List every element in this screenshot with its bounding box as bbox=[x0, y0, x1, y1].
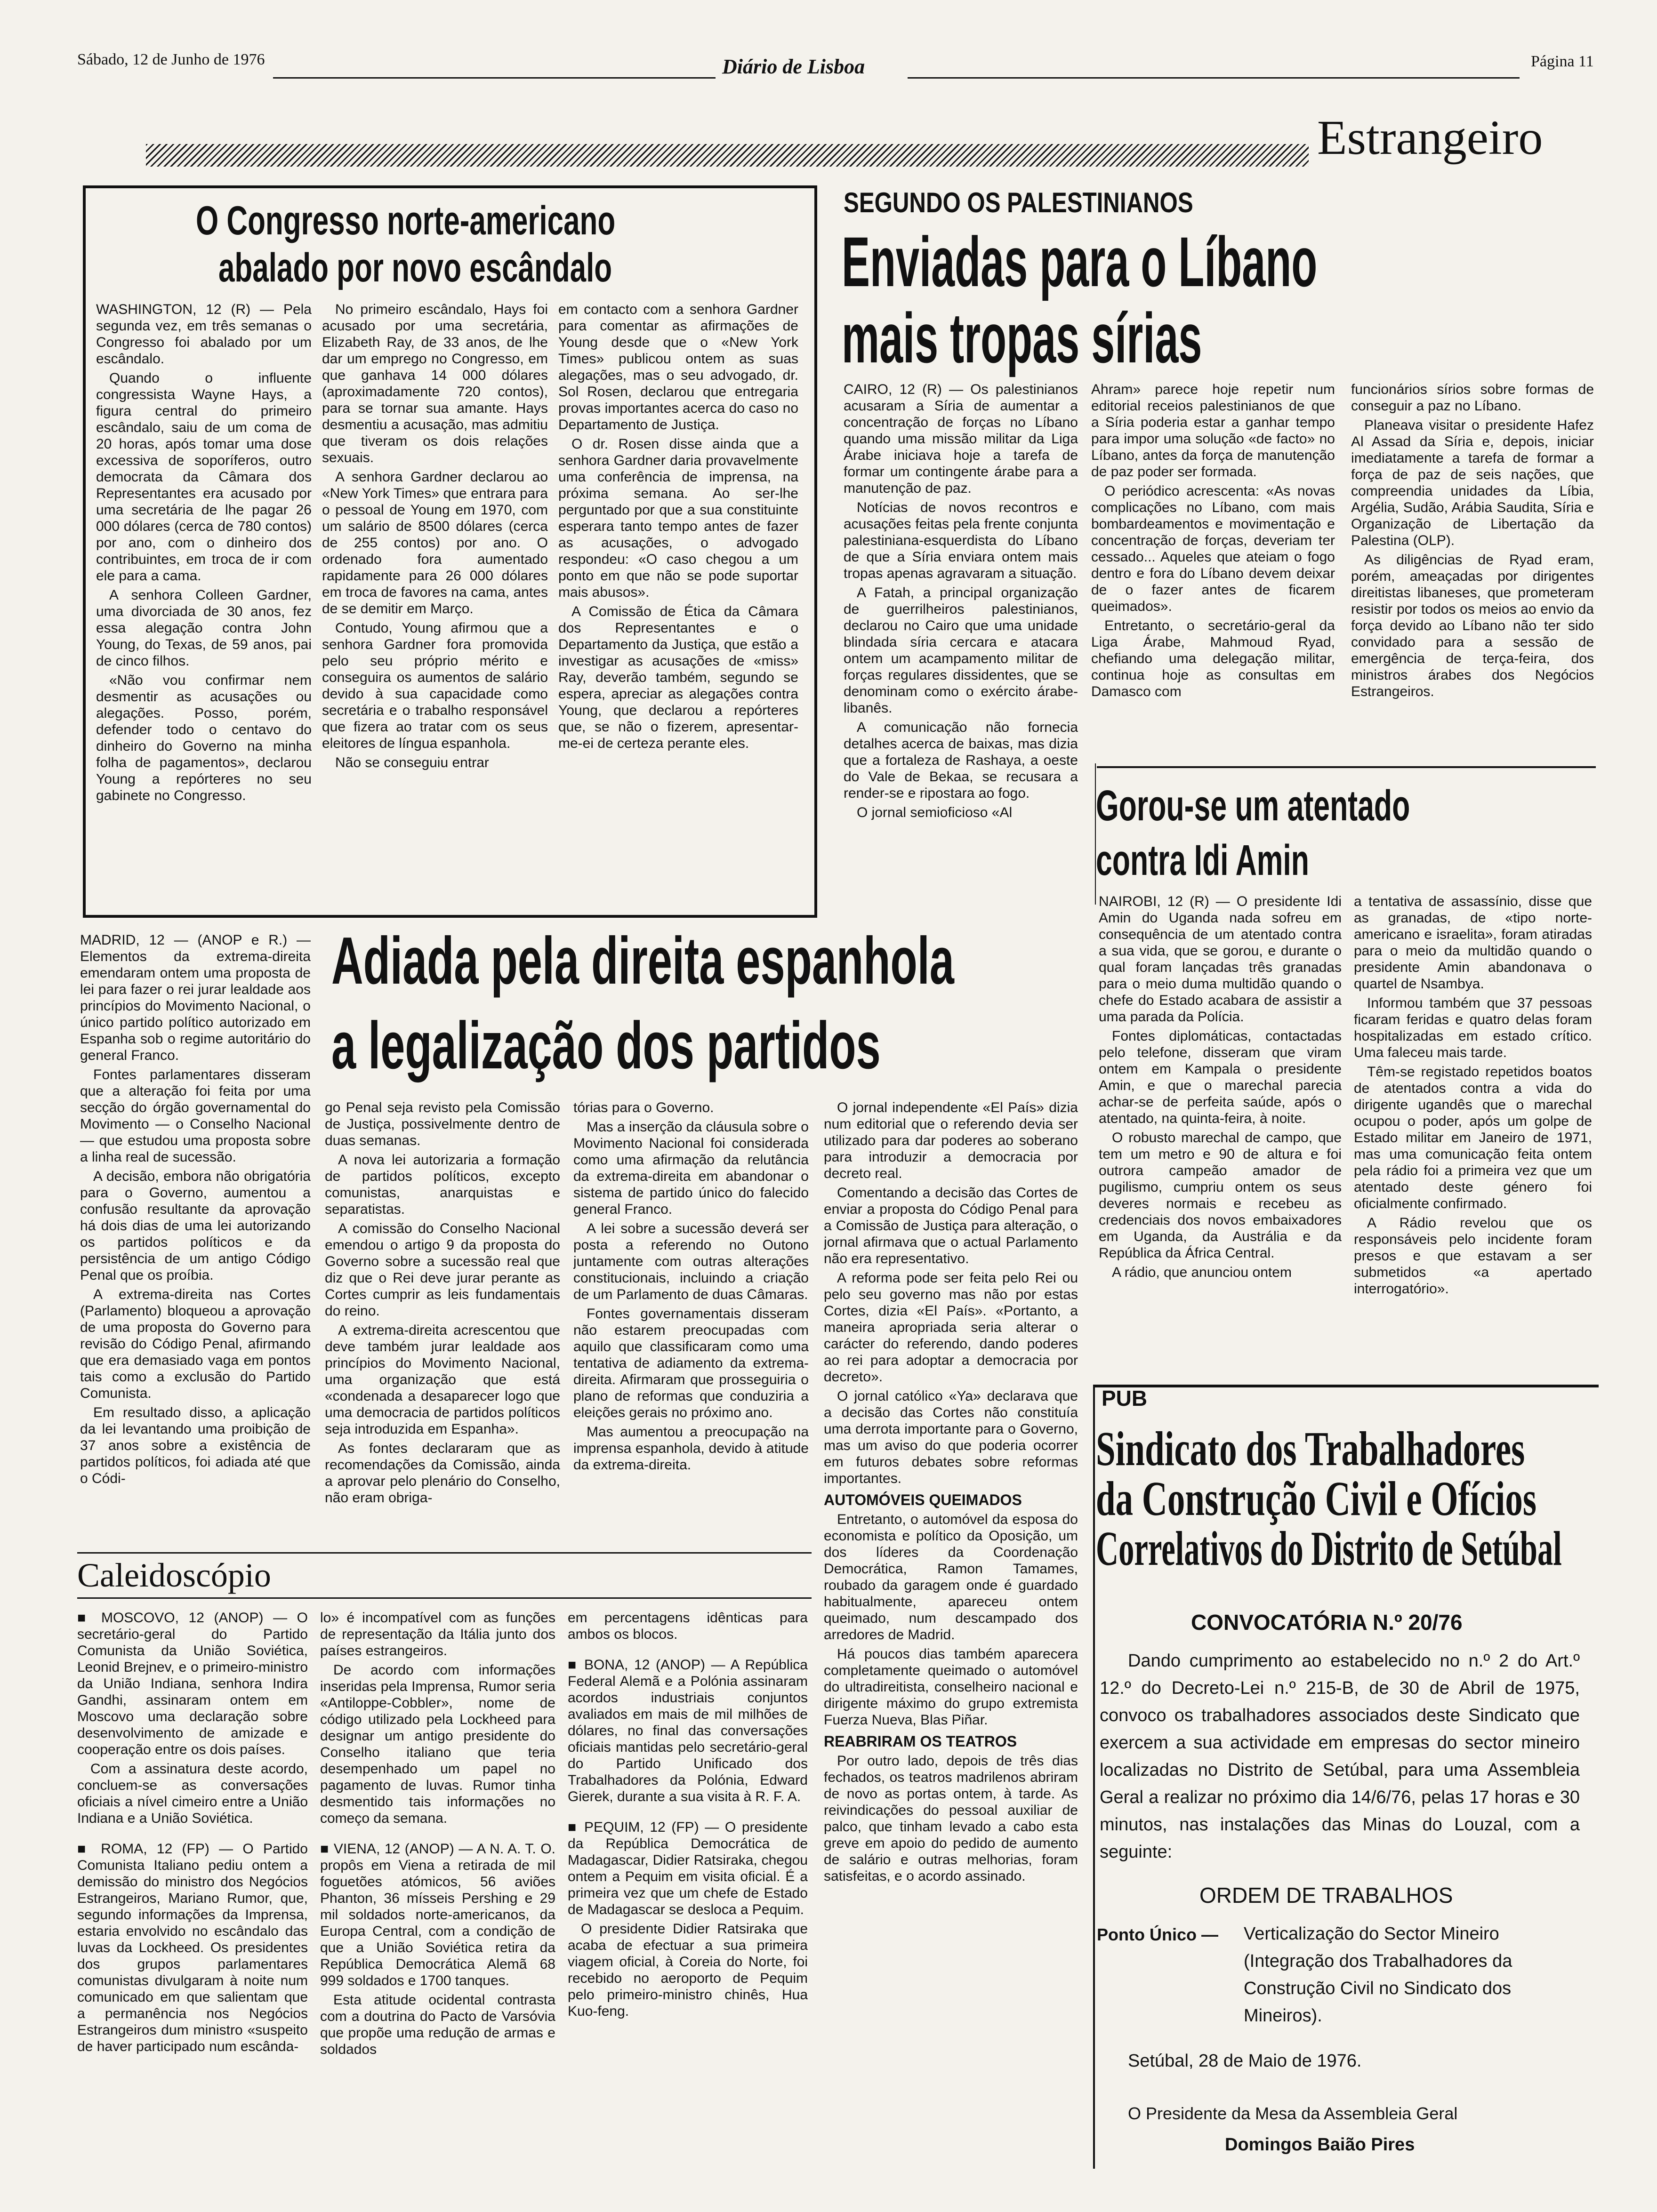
advert-title-line1: Sindicato dos Trabalhadores bbox=[1096, 1422, 1525, 1476]
paragraph: A Fatah, a principal organização de guerrilheiros palestinianos, declarou no Cairo que uma unidade blindada síria cercara e atacara ontem um acampamento militar de forças regulares dissidentes, que se denominam como o exército árabe-libanês. bbox=[844, 585, 1078, 716]
paragraph: Contudo, Young afirmou que a senhora Gardner fora promovida pelo seu próprio mérito e conseguira os aumentos de salário devido à sua capacidade como secretária e o trabalho responsável que fizera ao tratar com os seus eleitores de língua espanhola. bbox=[322, 620, 548, 751]
advert-signer-role: O Presidente da Mesa da Assembleia Geral bbox=[1128, 2104, 1458, 2123]
paragraph: As fontes declararam que as recomendações da Comissão, ainda a aprovar pelo plenário do Conselho, não eram obriga- bbox=[325, 1441, 560, 1506]
amin-headline-line2: contra Idi Amin bbox=[1096, 836, 1310, 884]
paragraph: A Comissão de Ética da Câmara dos Representantes e o Departamento da Justiça, que estão a investigar as acusações de «miss» Ray, deverão também, segundo se espera, apreciar as alegações contra Young, que declarou a repórteres que, se não o fizerem, apresentar-me-ei de certeza perante eles. bbox=[558, 604, 798, 751]
header-rule-left bbox=[273, 77, 716, 79]
lebanon-column-3 bbox=[1351, 381, 1594, 777]
paragraph: Mas a inserção da cláusula sobre o Movimento Nacional foi considerada como uma afirmação da relutância da extrema-direita em abandonar o sistema de partido único do falecido general Franco. bbox=[573, 1119, 809, 1217]
paragraph: CAIRO, 12 (R) — Os palestinianos acusaram a Síria de aumentar a concentração de forças no Líbano quando uma missão militar da Liga Árabe iniciava hoje a tarefa de formar um contingente árabe para a manutenção de paz. bbox=[844, 382, 1078, 496]
paragraph: em contacto com a senhora Gardner para comentar as afirmações de Young desde que o «New York Times» publicou ontem as suas alegações, mas o seu advogado, dr. Sol Rosen, declarou que entregaria provas importantes acerca do caso no Departamento de Justiça. bbox=[558, 302, 798, 433]
paragraph: Não se conseguiu entrar bbox=[335, 755, 489, 770]
spain-column-1 bbox=[80, 932, 311, 1544]
paragraph: Por outro lado, depois de três dias fechados, os teatros madrilenos abriram de novo as portas ontem, à tarde. As reivindicações do pessoal auxiliar de palco, que tinham levado a cabo esta greve em apoio do pedido de aumento de salário e outras melhorias, foram satisfeitas, e o acordo assinado. bbox=[824, 1753, 1078, 1884]
lebanon-column-1 bbox=[844, 381, 1078, 913]
paragraph: O periódico acrescenta: «As novas complicações no Líbano, com mais bombardeamentos e movimentação e concentração de forças, deveriam ter cessado... Aqueles que ateiam o fogo dentro e fora do Líbano devem deixar de o fazer antes de ficarem queimados». bbox=[1091, 483, 1335, 614]
paragraph: funcionários sírios sobre formas de conseguir a paz no Líbano. bbox=[1351, 382, 1594, 414]
paragraph: Têm-se registado repetidos boatos de atentados contra a vida do dirigente ugandês que o marechal ocupou o poder, após um golpe de Estado militar em Janeiro de 1971, mas uma comunicação feita ontem pela rádio foi a primeira vez que um atentado deste género foi oficialmente confirmado. bbox=[1354, 1064, 1592, 1211]
paragraph: Informou também que 37 pessoas ficaram feridas e quatro delas foram hospitalizadas em estado crítico. Uma faleceu mais tarde. bbox=[1354, 995, 1592, 1060]
paragraph: lo» é incompatível com as funções de representação da Itália junto dos países estrangeiros. bbox=[320, 1610, 555, 1659]
congress-column-1 bbox=[96, 301, 312, 908]
paragraph: De acordo com informações inseridas pela Imprensa, Rumor seria «Antiloppe-Cobbler», nome de código utilizado pela Lockheed para designar um antigo presidente do Conselho italiano que teria desempenhado um papel no pagamento de luvas. Rumor tinha desmentido tais informações no começo da semana. bbox=[320, 1662, 555, 1826]
paragraph: A comunicação não fornecia detalhes acerca de baixas, mas dizia que a fortaleza de Rashaya, a oeste do Vale de Bekaa, se recusara a render-se e ripostara ao fogo. bbox=[844, 720, 1078, 801]
amin-headline-line1: Gorou-se um atentado bbox=[1096, 782, 1410, 830]
paragraph: As diligências de Ryad eram, porém, ameaçadas por dirigentes direitistas libaneses, que prometeram resistir por todos os meios ao envio da força devido ao Líbano não ter sido convidado para a sessão de emergência de terça-feira, dos ministros árabes dos Negócios Estrangeiros. bbox=[1351, 552, 1594, 699]
caleidoscopio-top-rule bbox=[77, 1552, 812, 1554]
section-title: Estrangeiro bbox=[1317, 111, 1543, 165]
caleidoscopio-column-2 bbox=[320, 1610, 555, 2203]
paragraph: A decisão, embora não obrigatória para o Governo, aumentou a confusão resultante da aprovação há dois dias de uma lei autorizando os partidos políticos e da persistência de um antigo Código Penal que os proíbia. bbox=[80, 1169, 311, 1283]
advert-title-line2: da Construção Civil e Ofícios bbox=[1096, 1472, 1536, 1526]
paragraph: A senhora Colleen Gardner, uma divorciada de 30 anos, fez essa alegação contra John Young, do Texas, de 59 anos, pai de cinco filhos. bbox=[96, 587, 312, 669]
caleidoscopio-column-1 bbox=[77, 1610, 308, 2203]
paragraph: A senhora Gardner declarou ao «New York Times» que entrara para o pessoal de Young em 1970, com um salário de 8500 dólares (cerca de 255 contos) por ano. O ordenado fora aumentado rapidamente para 26 000 dólares em troca de favores na cama, antes de se demitir em Março. bbox=[322, 469, 548, 617]
caleidoscopio-column-3 bbox=[568, 1610, 808, 2203]
lebanon-headline-line1: Enviadas para o Líbano bbox=[842, 222, 1318, 301]
page-number: Página 11 bbox=[1531, 53, 1594, 70]
paragraph: Entretanto, o automóvel da esposa do economista e político da Oposição, um dos líderes da Coordenação Democrática, Ramon Tamames, roubado da garagem onde é guardado habitualmente, apareceu ontem queimado, num descampado dos arredores de Madrid. bbox=[824, 1512, 1078, 1643]
congress-column-2 bbox=[322, 301, 548, 908]
paragraph: Notícias de novos recontros e acusações feitas pela frente conjunta palestiniana-esquerdista do Líbano de que a Síria enviara ontem mais tropas apenas agravaram a situação. bbox=[844, 500, 1078, 581]
paragraph: Mas aumentou a preocupação na imprensa espanhola, devido à atitude da extrema-direita. bbox=[573, 1424, 809, 1473]
advert-body: Dando cumprimento ao estabelecido no n.º 2 do Art.º 12.º do Decreto-Lei n.º 215-B, de 30 de Abril de 1975, convoco os trabalhadores associados deste Sindicato que exercem a sua actividade em empresas do sector mineiro localizadas no Distrito de Setúbal, para uma Assembleia Geral a realizar no próximo dia 14/6/76, pelas 17 horas e 30 minutos, nas instalações das Minas do Louzal, com a seguinte: bbox=[1100, 1651, 1580, 1862]
advert-signer-name: Domingos Baião Pires bbox=[1225, 2135, 1415, 2155]
paragraph: A Rádio revelou que os responsáveis pelo incidente foram presos e que estavam a ser submetidos «a apertado interrogatório». bbox=[1354, 1215, 1592, 1297]
paragraph: A extrema-direita nas Cortes (Parlamento) bloqueou a aprovação de uma proposta do Governo para revisão do Código Penal, afirmando que era demasiado vaga em pontos tais como a exclusão do Partido Comunista. bbox=[80, 1287, 311, 1401]
caleidoscopio-bottom-rule bbox=[77, 1597, 812, 1599]
amin-top-rule bbox=[1097, 766, 1596, 768]
lebanon-column-2 bbox=[1091, 381, 1335, 913]
spain-column-4 bbox=[824, 1099, 1078, 2154]
paragraph: A nova lei autorizaria a formação de partidos políticos, excepto comunistas, anarquistas e separatistas. bbox=[325, 1152, 560, 1217]
amin-column-2 bbox=[1354, 893, 1592, 1373]
paragraph: NAIROBI, 12 (R) — O presidente Idi Amin do Uganda nada sofreu em consequência de um atentado contra a sua vida, que se gorou, e durante o qual foram lançadas três granadas para o meio duma multidão quando o chefe do Estado acabara de assistir a uma parada da Polícia. bbox=[1099, 894, 1342, 1025]
advert-ponto-label: Ponto Único — bbox=[1097, 1925, 1218, 1944]
masthead-title: Diário de Lisboa bbox=[722, 55, 865, 78]
news-brief: ■ VIENA, 12 (ANOP) — A N. A. T. O. propôs em Viena a retirada de mil foguetões atómicos, 56 aviões Phanton, 36 mísseis Pershing e 29 mil soldados norte-americanos, da Europa Central, com a condição de que a União Soviética retira da República Democrática Alemã 68 999 soldados e 1700 tanques. bbox=[320, 1841, 555, 1988]
paragraph: «Não vou confirmar nem desmentir as acusações ou alegações. Posso, porém, defender todo o centavo do dinheiro do Governo na minha folha de pagamentos», declarou Young a repórteres no seu gabinete no Congresso. bbox=[96, 673, 312, 803]
paragraph: go Penal seja revisto pela Comissão de Justiça, possivelmente dentro de duas semanas. bbox=[325, 1100, 560, 1148]
paragraph: A comissão do Conselho Nacional emendou o artigo 9 da proposta do Governo sobre a sucessão real que diz que o Rei deve jurar perante as Cortes cumprir as leis fundamentais do reino. bbox=[325, 1221, 560, 1319]
subheading-theatres-reopen: REABRIRAM OS TEATROS bbox=[824, 1733, 1017, 1750]
news-brief: ■ ROMA, 12 (FP) — O Partido Comunista Italiano pediu ontem a demissão do ministro dos Negócios Estrangeiros, Mariano Rumor, que, segundo informações da Imprensa, estaria envolvido no escândalo das luvas da Lockheed. Os presidentes dos grupos parlamentares comunistas divulgaram à noite num comunicado em que salientam que a permanência nos Negócios Estrangeiros dum ministro «suspeito de haver participado num escânda- bbox=[77, 1841, 308, 2054]
paragraph: No primeiro escândalo, Hays foi acusado por uma secretária, Elizabeth Ray, de 33 anos, de lhe dar um emprego no Congresso, em que ganhava 14 000 dólares (aproximadamente 720 contos), para se tornar sua amante. Hays desmentiu a acusação, mas admitiu que tiveram os dois relações sexuais. bbox=[322, 302, 548, 465]
advert-place-date: Setúbal, 28 de Maio de 1976. bbox=[1128, 2051, 1362, 2071]
news-brief: ■ PEQUIM, 12 (FP) — O presidente da República Democrática de Madagascar, Didier Ratsiraka, chegou ontem a Pequim em visita oficial. É a primeira vez que um chefe de Estado de Madagascar se desloca a Pequim. bbox=[568, 1819, 808, 1917]
paragraph: Fontes parlamentares disseram que a alteração foi feita por uma secção do órgão governamental do Movimento — o Conselho Nacional — que estudou uma proposta sobre a linha real de sucessão. bbox=[80, 1067, 311, 1165]
paragraph: Fontes governamentais disseram não estarem preocupadas com aquilo que classificaram como uma tentativa de adiamento da extrema-direita. Afirmaram que prosseguiria o plano de reformas que conduziria a eleições gerais no próximo ano. bbox=[573, 1306, 809, 1420]
paragraph: O presidente Didier Ratsiraka que acaba de efectuar a sua primeira viagem oficial, à Coreia do Norte, foi recebido no aeroporto de Pequim pelo primeiro-ministro chinês, Hua Kuo-feng. bbox=[568, 1921, 808, 2019]
paragraph: A lei sobre a sucessão deverá ser posta a referendo no Outono juntamente com outras alterações constitucionais, incluindo a criação de um Parlamento de duas Câmaras. bbox=[573, 1221, 809, 1302]
news-brief: ■ BONA, 12 (ANOP) — A República Federal Alemã e a Polónia assinaram acordos industriais conjuntos avaliados em mais de mil milhões de dólares, no final das conversações oficiais mantidas pelo secretário-geral do Partido Unificado dos Trabalhadores da Polónia, Edward Gierek, durante a sua visita à R. F. A. bbox=[568, 1657, 808, 1804]
lebanon-kicker: SEGUNDO OS PALESTINIANOS bbox=[844, 187, 1193, 218]
advert-convocatoria: CONVOCATÓRIA N.º 20/76 bbox=[1191, 1610, 1463, 1635]
paragraph: Em resultado disso, a aplicação da lei levantando uma proibição de 37 anos sobre a existência de partidos políticos, foi adiada até que o Códi- bbox=[80, 1405, 311, 1486]
paragraph: O dr. Rosen disse ainda que a senhora Gardner daria provavelmente uma conferência de imprensa, na próxima semana. Ao ser-lhe perguntado por que a sua constituinte esperara tanto tempo antes de fazer as acusações, o advogado respondeu: «O caso chegou a um ponto em que não se pode suportar mais abusos». bbox=[558, 436, 798, 600]
subheading-cars-burned: AUTOMÓVEIS QUEIMADOS bbox=[824, 1491, 1022, 1508]
congress-headline-line1: O Congresso norte-americano bbox=[196, 198, 616, 243]
header-rule-right bbox=[908, 77, 1520, 79]
issue-date: Sábado, 12 de Junho de 1976 bbox=[77, 51, 265, 68]
advert-ponto-text: Verticalização do Sector Mineiro (Integração dos Trabalhadores da Construção Civil no Sindicato dos Mineiros). bbox=[1244, 1924, 1512, 2026]
paragraph: O jornal semioficioso «Al bbox=[857, 805, 1013, 820]
spain-headline-line1: Adiada pela direita espanhola bbox=[331, 923, 954, 998]
caleidoscopio-title: Caleidoscópio bbox=[77, 1556, 271, 1594]
congress-headline-line2: abalado por novo escândalo bbox=[218, 245, 612, 290]
paragraph: O robusto marechal de campo, que tem um metro e 90 de altura e foi outrora campeão amador de pugilismo, cumpriu ontem os seus deveres normais e recebeu as credenciais dos novos embaixadores em Uganda, da Austrália e da República da África Central. bbox=[1099, 1130, 1342, 1261]
spain-column-2 bbox=[325, 1099, 560, 1544]
paragraph: Há poucos dias também aparecera completamente queimado o automóvel do ultradireitista, conselheiro nacional e dirigente máximo do grupo extremista Fuerza Nueva, Blas Piñar. bbox=[824, 1646, 1078, 1728]
advert-title-line3: Correlativos do Distrito de Setúbal bbox=[1096, 1522, 1562, 1576]
congress-column-3 bbox=[558, 301, 798, 908]
advert-label: PUB bbox=[1102, 1386, 1148, 1411]
lebanon-headline-line2: mais tropas sírias bbox=[842, 298, 1202, 377]
paragraph: em percentagens idênticas para ambos os blocos. bbox=[568, 1610, 808, 1642]
spain-column-3 bbox=[573, 1099, 809, 1544]
news-brief: ■ MOSCOVO, 12 (ANOP) — O secretário-geral do Partido Comunista da União Soviética, Leonid Brejnev, e o primeiro-ministro da União Indiana, senhora Indira Gandhi, assinaram ontem em Moscovo uma declaração sobre desenvolvimento de amizade e cooperação entre os dois países. bbox=[77, 1610, 308, 1757]
paragraph: Ahram» parece hoje repetir num editorial receios palestinianos de que a Síria poderia estar a ganhar tempo para impor uma solução «de facto» no Líbano, antes da força de manutenção de paz poder ser formada. bbox=[1091, 382, 1335, 480]
paragraph: WASHINGTON, 12 (R) — Pela segunda vez, em três semanas o Congresso foi abalado por um escândalo. bbox=[96, 302, 312, 367]
paragraph: A extrema-direita acrescentou que deve também jurar lealdade aos princípios do Movimento Nacional, uma organização que está «condenada a desaparecer logo que uma democracia de partidos políticos seja introduzida em Espanha». bbox=[325, 1322, 560, 1437]
section-hatch-band bbox=[146, 144, 1309, 167]
paragraph: O jornal católico «Ya» declarava que a decisão das Cortes não constituía uma derrota importante para o Governo, mas um aviso do que poderia ocorrer em futuros debates sobre reformas importantes. bbox=[824, 1388, 1078, 1486]
paragraph: A rádio, que anunciou ontem bbox=[1112, 1265, 1292, 1280]
spain-headline-line2: a legalização dos partidos bbox=[331, 1008, 881, 1083]
paragraph: Entretanto, o secretário-geral da Liga Árabe, Mahmoud Ryad, chefiando uma delegação militar, continua hoje as consultas em Damasco com bbox=[1091, 618, 1335, 699]
paragraph: MADRID, 12 — (ANOP e R.) — Elementos da extrema-direita emendaram ontem uma proposta de lei para fazer o rei jurar lealdade aos princípios do Movimento Nacional, o único partido político autorizado em Espanha sob o regime autoritário do general Franco. bbox=[80, 932, 311, 1063]
paragraph: Com a assinatura deste acordo, concluem-se as conversações oficiais a nível cimeiro entre a União Indiana e a União Soviética. bbox=[77, 1761, 308, 1826]
paragraph: Comentando a decisão das Cortes de enviar a proposta do Código Penal para a Comissão de Justiça para alteração, o jornal afirmava que o actual Parlamento não era representativo. bbox=[824, 1185, 1078, 1266]
paragraph: Esta atitude ocidental contrasta com a doutrina do Pacto de Varsóvia que propõe uma redução de armas e soldados bbox=[320, 1992, 555, 2057]
paragraph: Planeava visitar o presidente Hafez Al Assad da Síria e, depois, iniciar imediatamente a tarefa de formar a força de paz de seis nações, que compreendia unidades da Líbia, Argélia, Sudão, Arábia Saudita, Síria e Organização de Libertação da Palestina (OLP). bbox=[1351, 417, 1594, 548]
advert-ordem: ORDEM DE TRABALHOS bbox=[1199, 1883, 1453, 1907]
paragraph: tórias para o Governo. bbox=[573, 1100, 714, 1115]
paragraph: Fontes diplomáticas, contactadas pelo telefone, disseram que viram ontem em Kampala o presidente Amin, e que o marechal parecia achar-se de perfeita saúde, após o atentado, na quinta-feira, à noite. bbox=[1099, 1028, 1342, 1126]
paragraph: A reforma pode ser feita pelo Rei ou pelo seu governo mas não por estas Cortes, dizia «El País». «Portanto, a maneira apropriada seria alterar o carácter do referendo, dando poderes ao rei para adoptar a democracia por decreto». bbox=[824, 1270, 1078, 1385]
amin-column-1 bbox=[1099, 893, 1342, 1373]
paragraph: Quando o influente congressista Wayne Hays, a figura central do primeiro escândalo, saiu de um coma de 20 horas, após tomar uma dose excessiva de soporíferos, outro democrata da Câmara dos Representantes era acusado por uma secretária de lhe pagar 26 000 dólares (cerca de 780 contos) por ano, com o dinheiro dos contribuintes, em troca de ir com ele para a cama. bbox=[96, 370, 312, 584]
paragraph: O jornal independente «El País» dizia num editorial que o referendo devia ser utilizado para dar poderes ao soberano para introduzir a democracia por decreto real. bbox=[824, 1100, 1078, 1181]
paragraph: a tentativa de assassínio, disse que as granadas, de «tipo norte-americano e israelita», foram atiradas para o meio da multidão quando o presidente Amin abandonava o quartel de Nsambya. bbox=[1354, 894, 1592, 992]
